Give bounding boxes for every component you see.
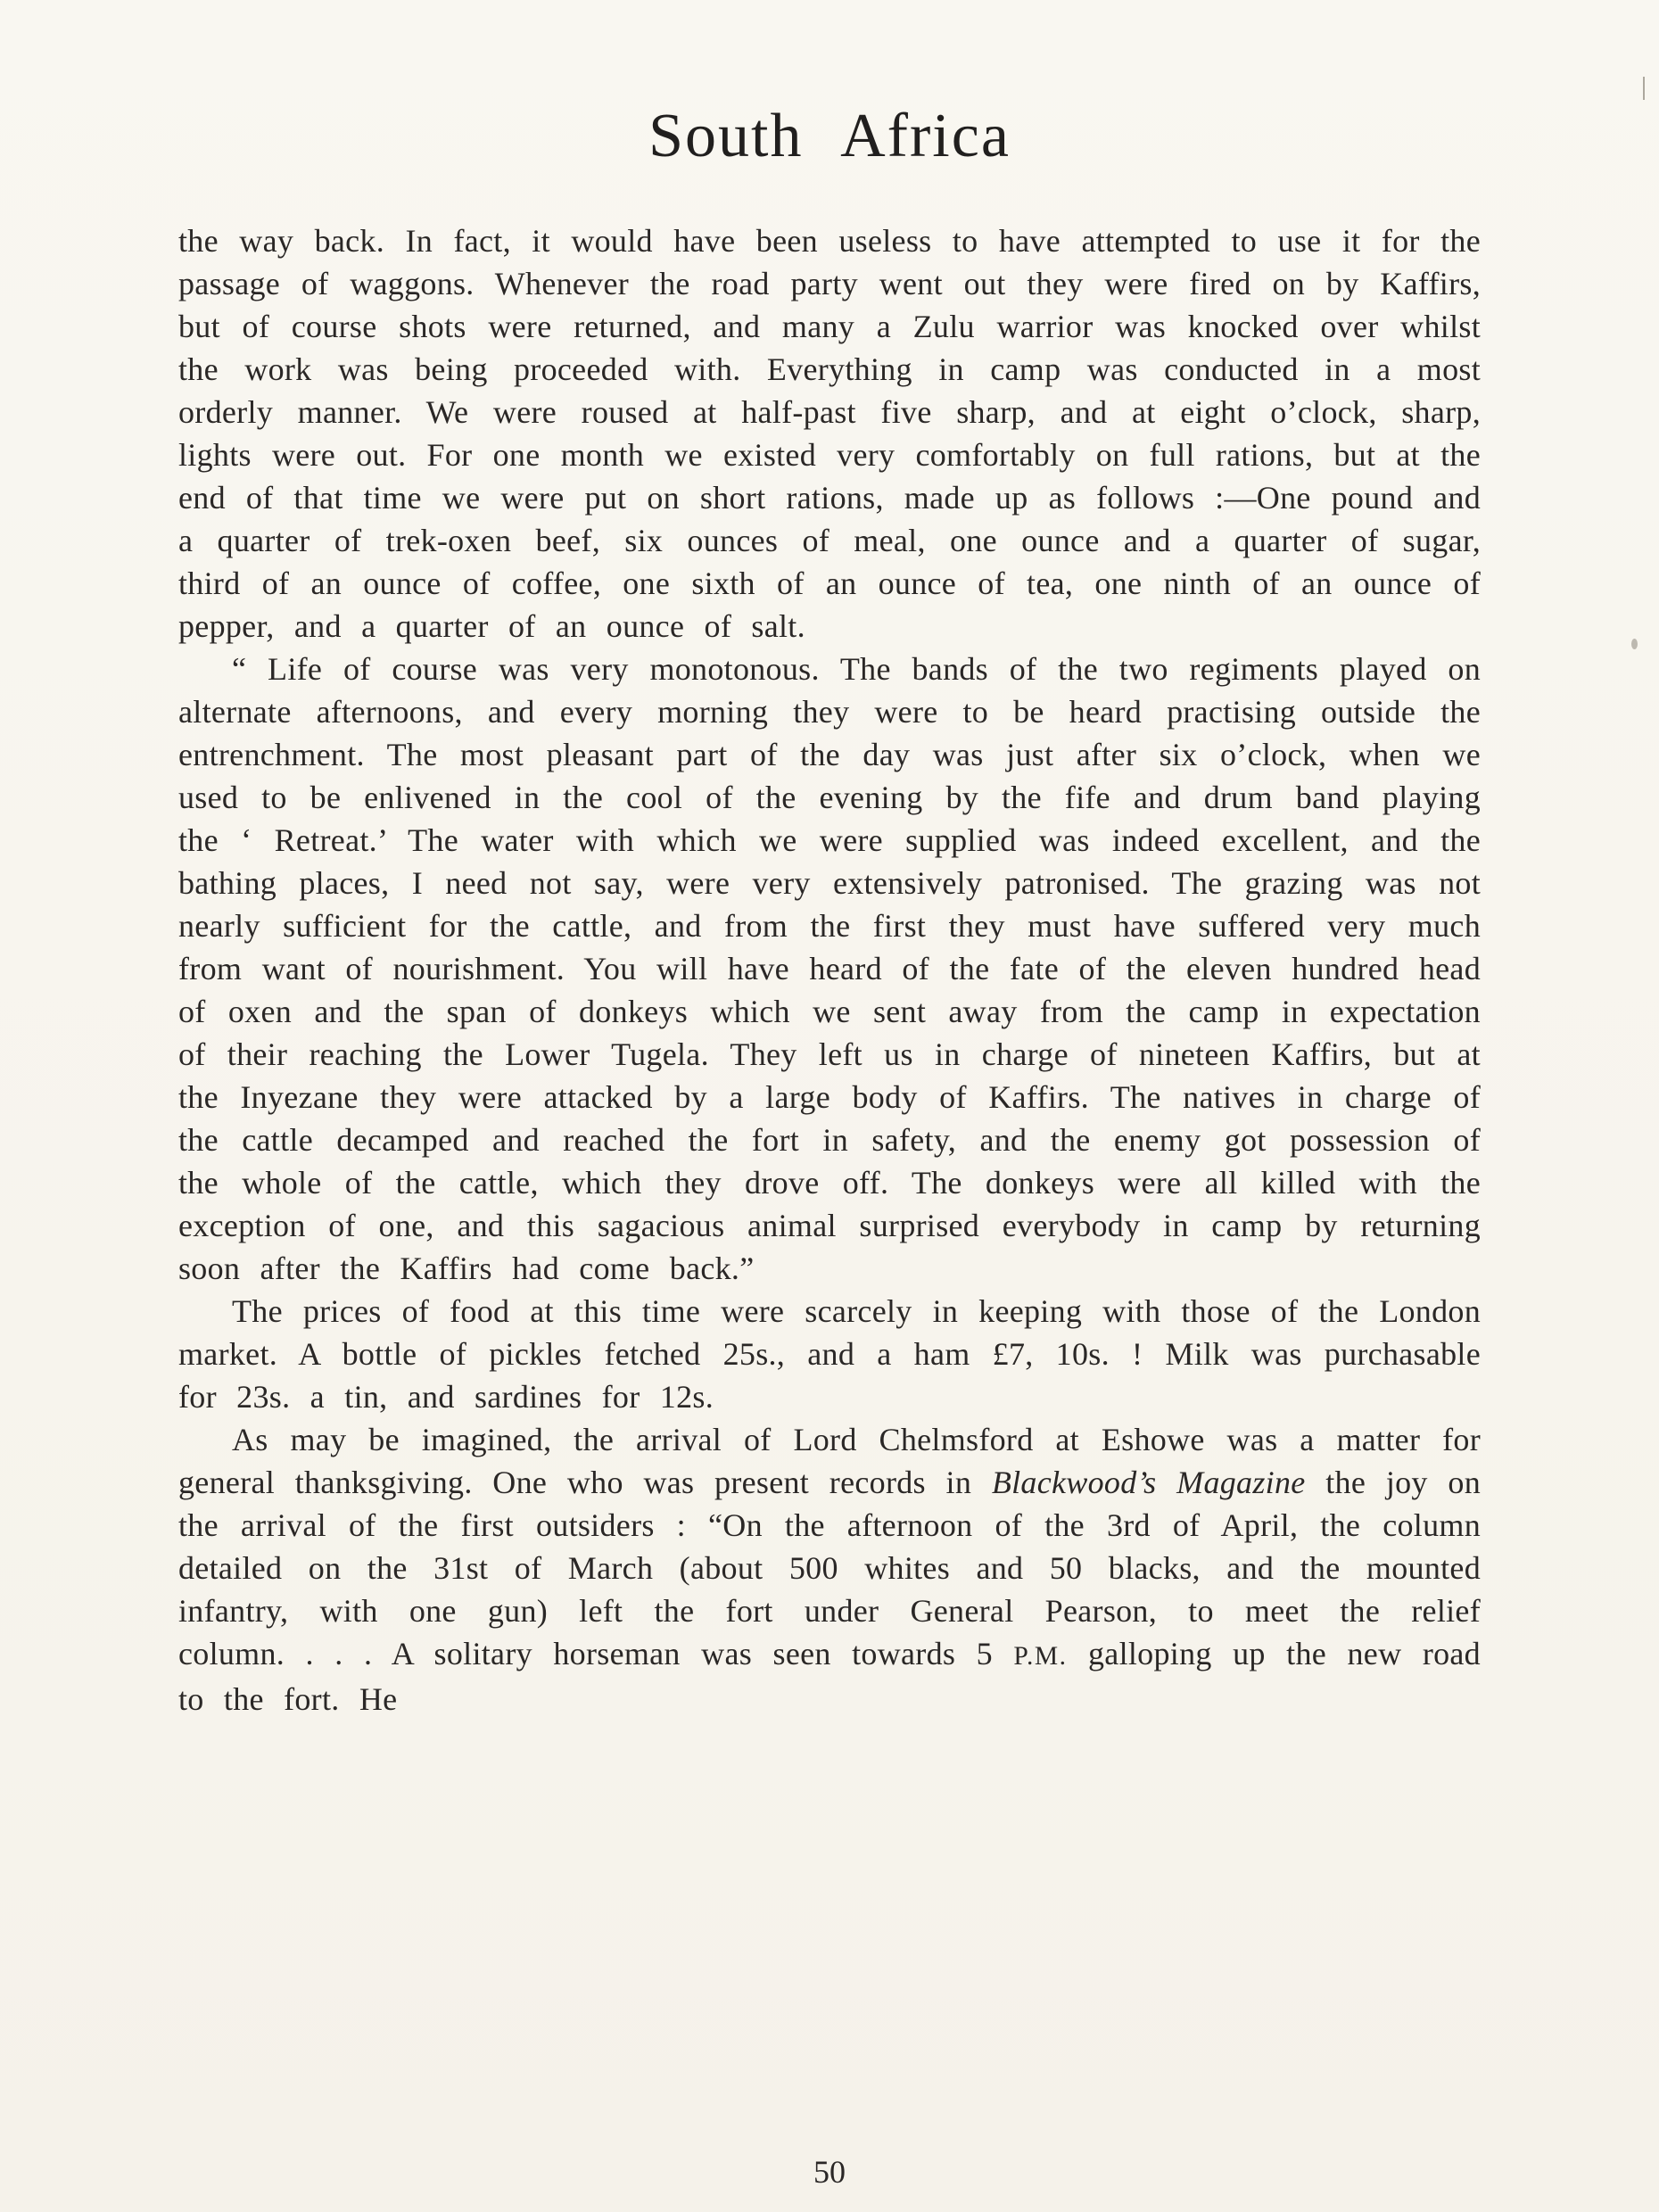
scan-artifact-speck [1631, 639, 1638, 649]
text-block [178, 219, 1481, 1721]
paragraph [178, 219, 1481, 648]
text-run: The prices of food at this time were scarcely in keeping with those of the London market. A bottle of pickles fetched 25s., and a ham £7, 10s. ! Milk was purchasable for 23s. a tin, and sardines for 12s. [178, 1293, 1481, 1415]
paragraph [178, 1418, 1481, 1721]
text-run: galloping up the new road to the fort. He [178, 1636, 1481, 1717]
text-run: “ Life of course was very monotonous. The bands of the two regiments played on alternate afternoons, and every morning they were to be heard practising outside the entrenchment. The most pleasant part of the day was just after six o’clock, when we used to be enlivened in the cool of the evening by the fife and drum band playing the ‘ Retreat.’ The water with which we were supplied was indeed excellent, and the bathing places, I need not say, were very extensively patronised. The grazing was not nearly sufficient for the cattle, and from the first they must have suffered very much from want of nourishment. You will have heard of the fate of the eleven hundred head of oxen and the span of donkeys which we sent away from the camp in expectation of their reaching the Lower Tugela. They left us in charge of nineteen Kaffirs, but at the Inyezane they were attacked by a large body of Kaffirs. The natives in charge of the cattle decamped and reached the fort in safety, and the enemy got possession of the whole of the cattle, which they drove off. The donkeys were all killed with the exception of one, and this sagacious animal surprised everybody in camp by returning soon after the Kaffirs had come back.” [178, 651, 1481, 1286]
italic-text-run: Blackwood’s Magazine [991, 1465, 1306, 1500]
paragraph [178, 1290, 1481, 1418]
paragraph [178, 648, 1481, 1290]
page-title: South Africa [648, 102, 1011, 170]
text-run: As may be imagined, the arrival of Lord Chelmsford at Eshowe was a matter for general thanksgiving. One who was present records in [178, 1422, 1481, 1500]
page-content [178, 0, 1481, 1721]
page-number: 50 [813, 2154, 846, 2190]
scan-artifact-tick [1643, 77, 1645, 100]
text-run: the way back. In fact, it would have been useless to have attempted to use it for the passage of waggons. Whenever the road party went out they were fired on by Kaffirs, but of course shots were returned, and many a Zulu warrior was knocked over whilst the work was being proceeded with. Everything in camp was conducted in a most orderly manner. We were roused at half-past five sharp, and at eight o’clock, sharp, lights were out. For one month we existed very comfortably on full rations, but at the end of that time we were put on short rations, made up as follows :—One pound and a quarter of trek-oxen beef, six ounces of meal, one ounce and a quarter of sugar, third of an ounce of coffee, one sixth of an ounce of tea, one ninth of an ounce of pepper, and a quarter of an ounce of salt. [178, 223, 1481, 644]
text-run: the joy on the arrival of the first outsiders : “On the afternoon of the 3rd of April, the column detailed on the 31st of March (about 500 whites and 50 blacks, and the mounted infantry, with one gun) left the fort under General Pearson, to meet the relief column. . . . A solitary horseman was seen towards 5 [178, 1465, 1482, 1671]
smallcaps-text-run: P.M. [1013, 1642, 1068, 1671]
